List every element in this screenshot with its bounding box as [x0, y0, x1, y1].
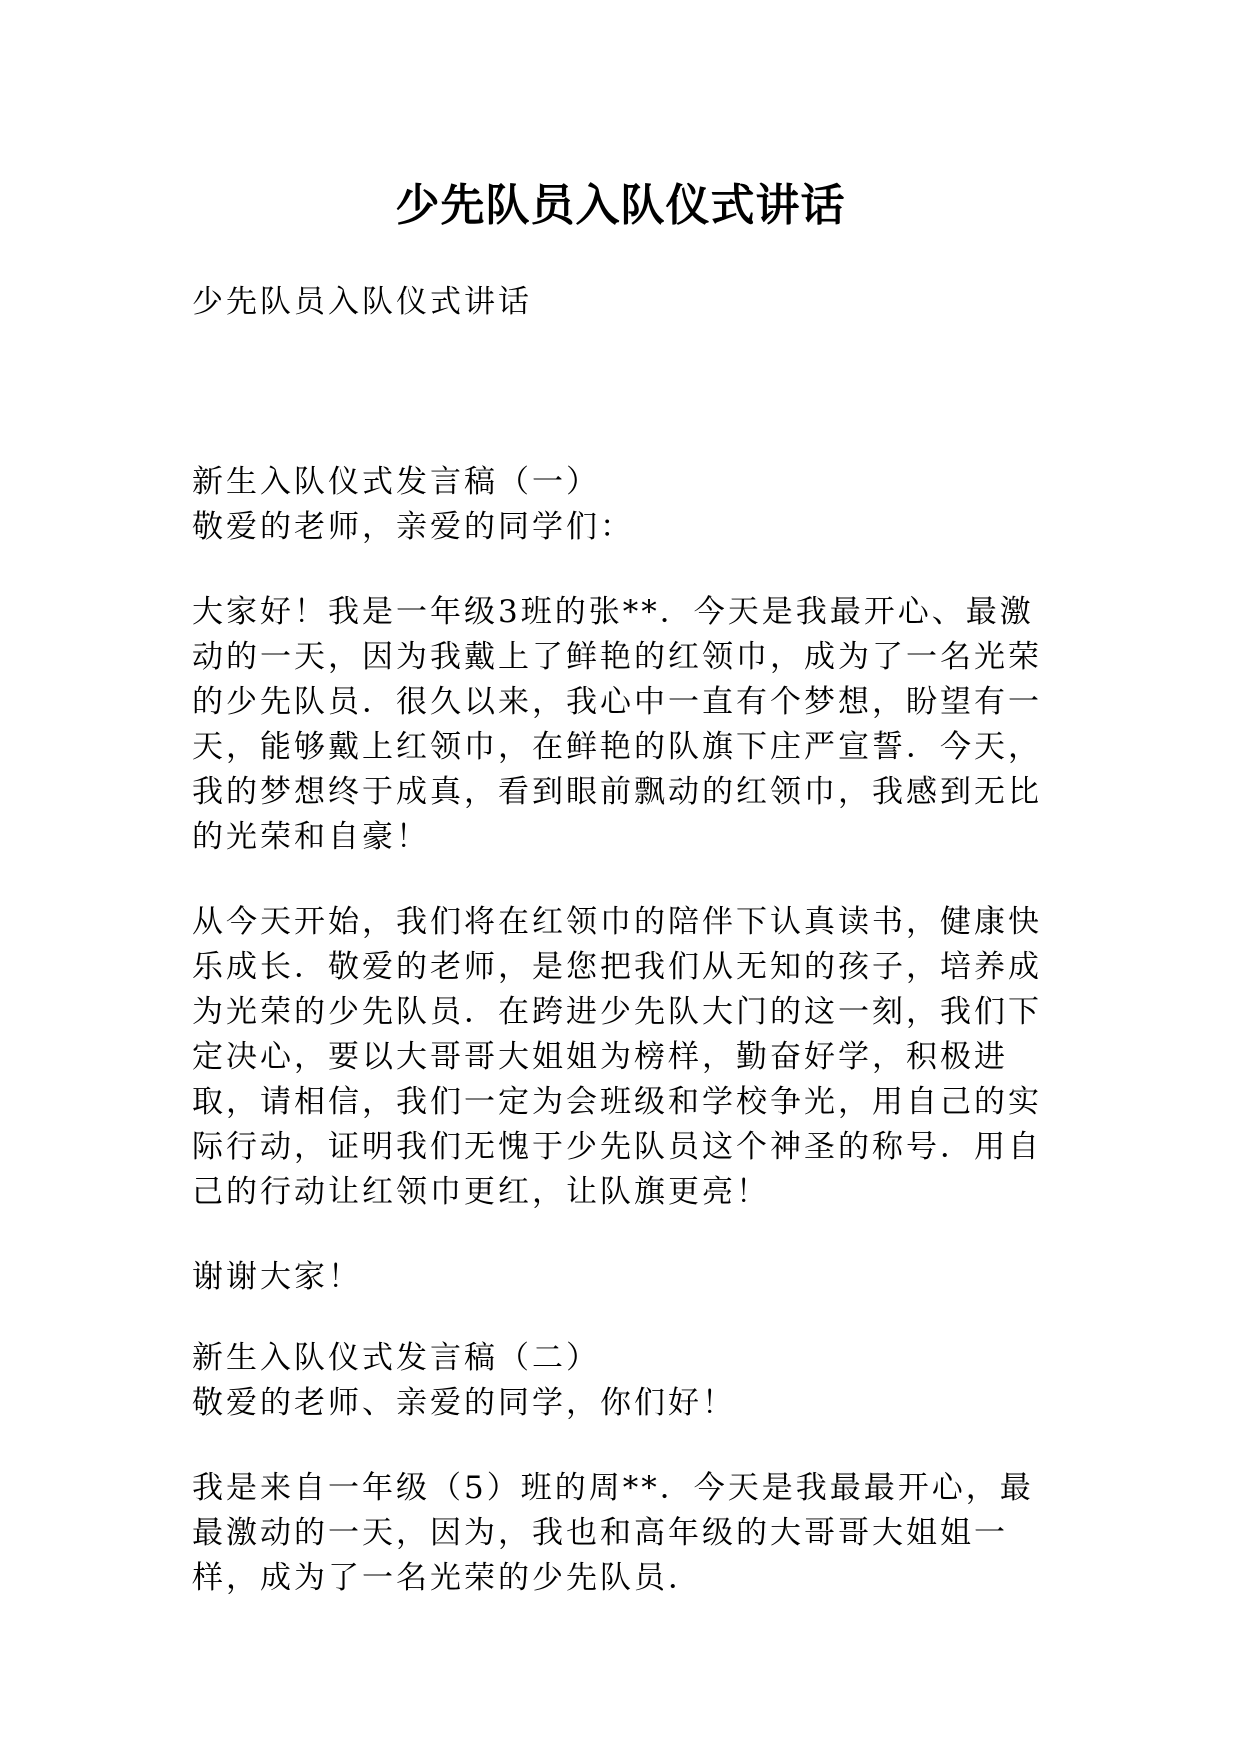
speech1-heading: 新生入队仪式发言稿（一）	[192, 464, 600, 500]
speech1-paragraph: 从今天开始，我们将在红领巾的陪伴下认真读书，健康快乐成长．敬爱的老师，是您把我们从无知的孩子，培养成为光荣的少先队员．在跨进少先队大门的这一刻，我们下定决心，要以大哥哥大姐姐为榜样，勤奋好学，积极进取，请相信，我们一定为会班级和学校争光，用自己的实际行动，证明我们无愧于少先队员这个神圣的称号．用自己的行动让红领巾更红，让队旗更亮！	[192, 904, 1042, 1210]
speech1-greeting: 敬爱的老师，亲爱的同学们：	[192, 509, 634, 545]
spacer	[192, 860, 1042, 900]
speech1-paragraph: 大家好！我是一年级3班的张**．今天是我最开心、最激动的一天，因为我戴上了鲜艳的红领巾，成为了一名光荣的少先队员．很久以来，我心中一直有个梦想，盼望有一天，能够戴上红领巾，在鲜艳的队旗下庄严宣誓．今天，我的梦想终于成真，看到眼前飘动的红领巾，我感到无比的光荣和自豪！	[192, 594, 1042, 855]
document-title: 少先队员入队仪式讲话	[395, 180, 846, 231]
speech2-paragraph: 我是来自一年级（5）班的周**．今天是我最最开心，最最激动的一天，因为，我也和高年级的大哥哥大姐姐一样，成为了一名光荣的少先队员．	[192, 1470, 1034, 1596]
spacer	[192, 1215, 1042, 1255]
spacer	[192, 1300, 1042, 1336]
spacer	[192, 1426, 1042, 1466]
speech2-heading: 新生入队仪式发言稿（二）	[192, 1340, 600, 1376]
speech1-closing: 谢谢大家！	[192, 1259, 362, 1295]
document-subtitle: 少先队员入队仪式讲话	[192, 284, 532, 320]
spacer	[192, 550, 1042, 590]
spacer	[192, 325, 1042, 460]
speech2-greeting: 敬爱的老师、亲爱的同学，你们好！	[192, 1385, 736, 1421]
document-body	[192, 280, 1042, 1601]
